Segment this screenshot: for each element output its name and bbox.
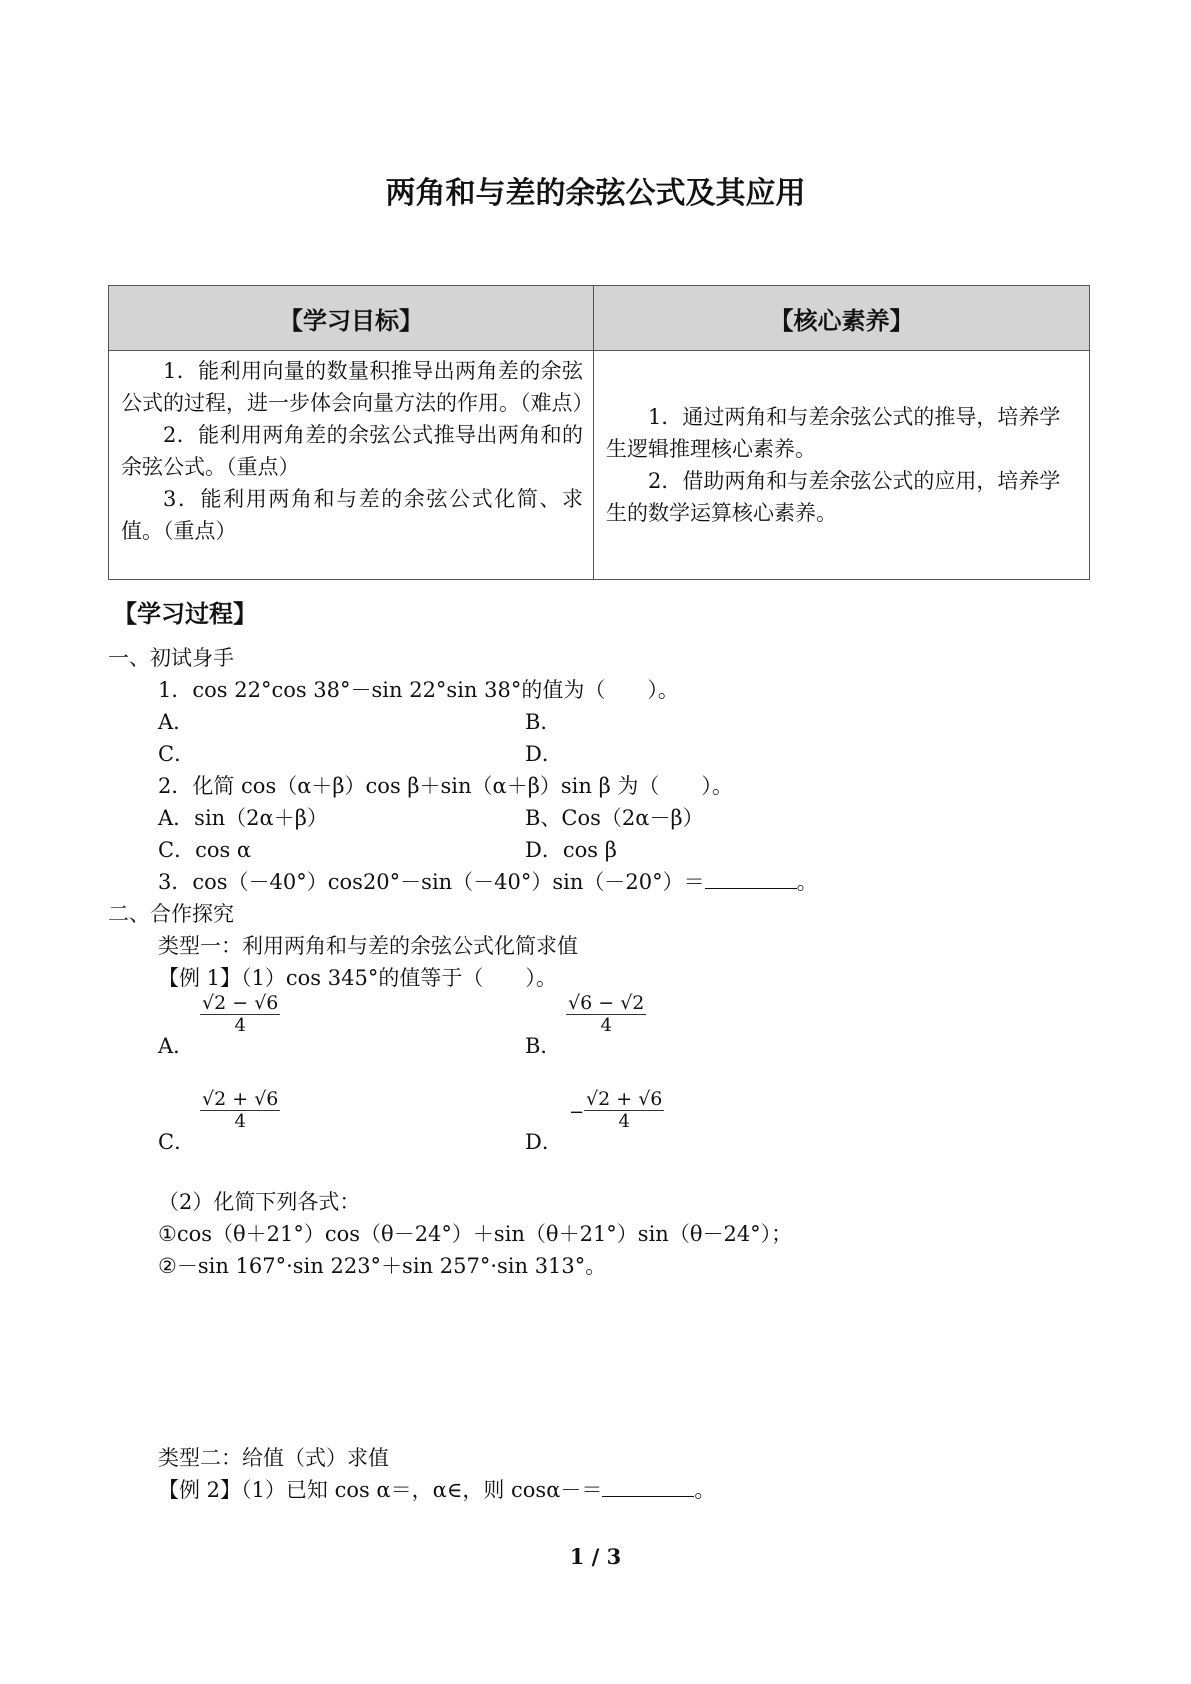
ex1-option-a: A．: [158, 1034, 195, 1058]
goals-table: [108, 285, 1090, 580]
literacy-cell: [594, 351, 1090, 580]
part1-heading: 一、初试身手: [108, 646, 234, 670]
fraction-d-sign: −: [569, 1102, 585, 1123]
fraction-c-numerator: √2 + √6: [202, 1088, 279, 1110]
objective-item: 2．能利用两角差的余弦公式推导出两角和的余弦公式。（重点）: [121, 423, 583, 479]
example-1-part-2: （2）化简下列各式：: [158, 1190, 361, 1214]
fraction-a-numerator: √2 − √6: [202, 992, 279, 1014]
goals-header-objectives: 【学习目标】: [109, 286, 594, 351]
page-number: 1 / 3: [569, 1544, 622, 1569]
q1-option-b: B．: [525, 710, 562, 734]
objectives-cell: [109, 351, 594, 580]
example-2: [158, 1474, 715, 1504]
q2-option-c: C．cos α: [158, 838, 252, 862]
objective-item: 3．能利用两角和与差的余弦公式化简、求值。（重点）: [121, 487, 583, 543]
ex2-text: 【例 2】（1）已知 cos α＝，α∈，则 cosα－＝: [158, 1478, 603, 1502]
type2-heading: 类型二：给值（式）求值: [158, 1446, 389, 1470]
goals-header-literacy: 【核心素养】: [594, 286, 1090, 351]
q1-option-c: C．: [158, 742, 196, 766]
page-title: 两角和与差的余弦公式及其应用: [385, 176, 806, 211]
expression-1: ①cos（θ＋21°）cos（θ－24°）＋sin（θ＋21°）sin（θ－24°）；: [158, 1222, 793, 1246]
fraction-d-denominator: 4: [618, 1111, 630, 1132]
question-3: [158, 866, 818, 896]
type1-heading: 类型一：利用两角和与差的余弦公式化简求值: [158, 934, 578, 958]
fraction-b: [566, 992, 646, 1036]
ex1-option-d: D．: [525, 1130, 563, 1154]
q1-option-d: D．: [525, 742, 563, 766]
fraction-c-denominator: 4: [234, 1111, 246, 1132]
example-1: 【例 1】（1）cos 345°的值等于（ ）。: [158, 966, 557, 990]
fraction-b-denominator: 4: [600, 1015, 612, 1036]
fraction-a: [200, 992, 280, 1036]
literacy-item: 2．借助两角和与差余弦公式的应用，培养学生的数学运算核心素养。: [606, 469, 1061, 525]
fraction-d: [584, 1088, 664, 1132]
question-2: 2．化简 cos（α＋β）cos β＋sin（α＋β）sin β 为（ ）。: [158, 774, 733, 798]
ex2-end: 。: [694, 1478, 716, 1502]
ex1-option-c: C．: [158, 1130, 196, 1154]
q2-option-a: A．sin（2α＋β）: [158, 806, 328, 830]
answer-blank[interactable]: [602, 1476, 694, 1497]
ex1-option-b: B．: [525, 1034, 562, 1058]
process-heading: 【学习过程】: [113, 599, 257, 628]
objective-item: 1．能利用向量的数量积推导出两角差的余弦公式的过程，进一步体会向量方法的作用。（难点）: [121, 359, 594, 415]
fraction-c: [200, 1088, 280, 1132]
q2-option-d: D．cos β: [525, 838, 617, 862]
part2-heading: 二、合作探究: [108, 902, 234, 926]
fraction-d-numerator: √2 + √6: [586, 1088, 663, 1110]
q3-end: 。: [796, 870, 818, 894]
fraction-a-denominator: 4: [234, 1015, 246, 1036]
expression-2: ②－sin 167°·sin 223°＋sin 257°·sin 313°。: [158, 1254, 607, 1278]
q3-text: 3．cos（－40°）cos20°－sin（－40°）sin（－20°）＝: [158, 870, 705, 894]
literacy-item: 1．通过两角和与差余弦公式的推导，培养学生逻辑推理核心素养。: [606, 405, 1061, 461]
q2-option-b: B、Cos（2α－β）: [525, 806, 704, 830]
q1-option-a: A．: [158, 710, 195, 734]
answer-blank[interactable]: [705, 868, 797, 889]
question-1: 1．cos 22°cos 38°－sin 22°sin 38°的值为（ ）。: [158, 678, 679, 702]
fraction-b-numerator: √6 − √2: [568, 992, 645, 1014]
